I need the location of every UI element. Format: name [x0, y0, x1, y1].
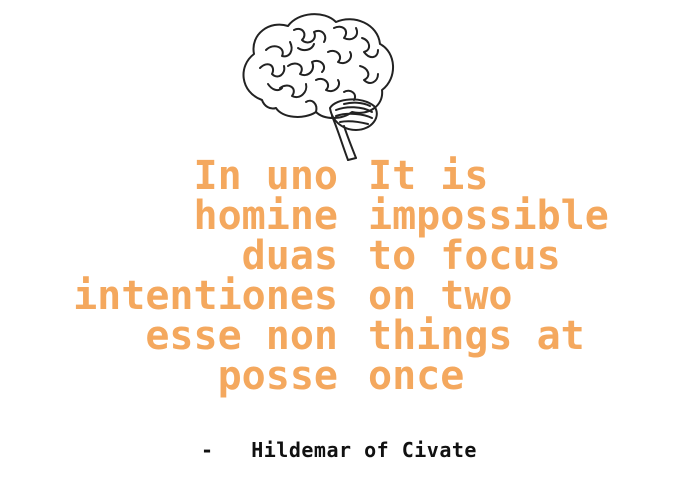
- attribution-dash: -: [201, 438, 214, 462]
- english-line: impossible: [368, 193, 609, 239]
- latin-line: esse non: [145, 313, 338, 359]
- english-line: once: [368, 353, 465, 399]
- latin-line: In uno: [193, 153, 338, 199]
- latin-line: posse: [217, 353, 338, 399]
- quote-latin: [73, 153, 338, 399]
- latin-line: intentiones: [73, 273, 338, 319]
- latin-line: homine: [193, 193, 338, 239]
- english-line: It is: [368, 153, 489, 199]
- latin-line: duas: [241, 233, 338, 279]
- attribution: [0, 438, 678, 462]
- quote-english: [368, 153, 609, 399]
- english-line: things at: [368, 313, 585, 359]
- english-line: on two: [368, 273, 513, 319]
- english-line: to focus: [368, 233, 561, 279]
- brain-icon: [232, 8, 400, 166]
- attribution-author: Hildemar of Civate: [251, 438, 477, 462]
